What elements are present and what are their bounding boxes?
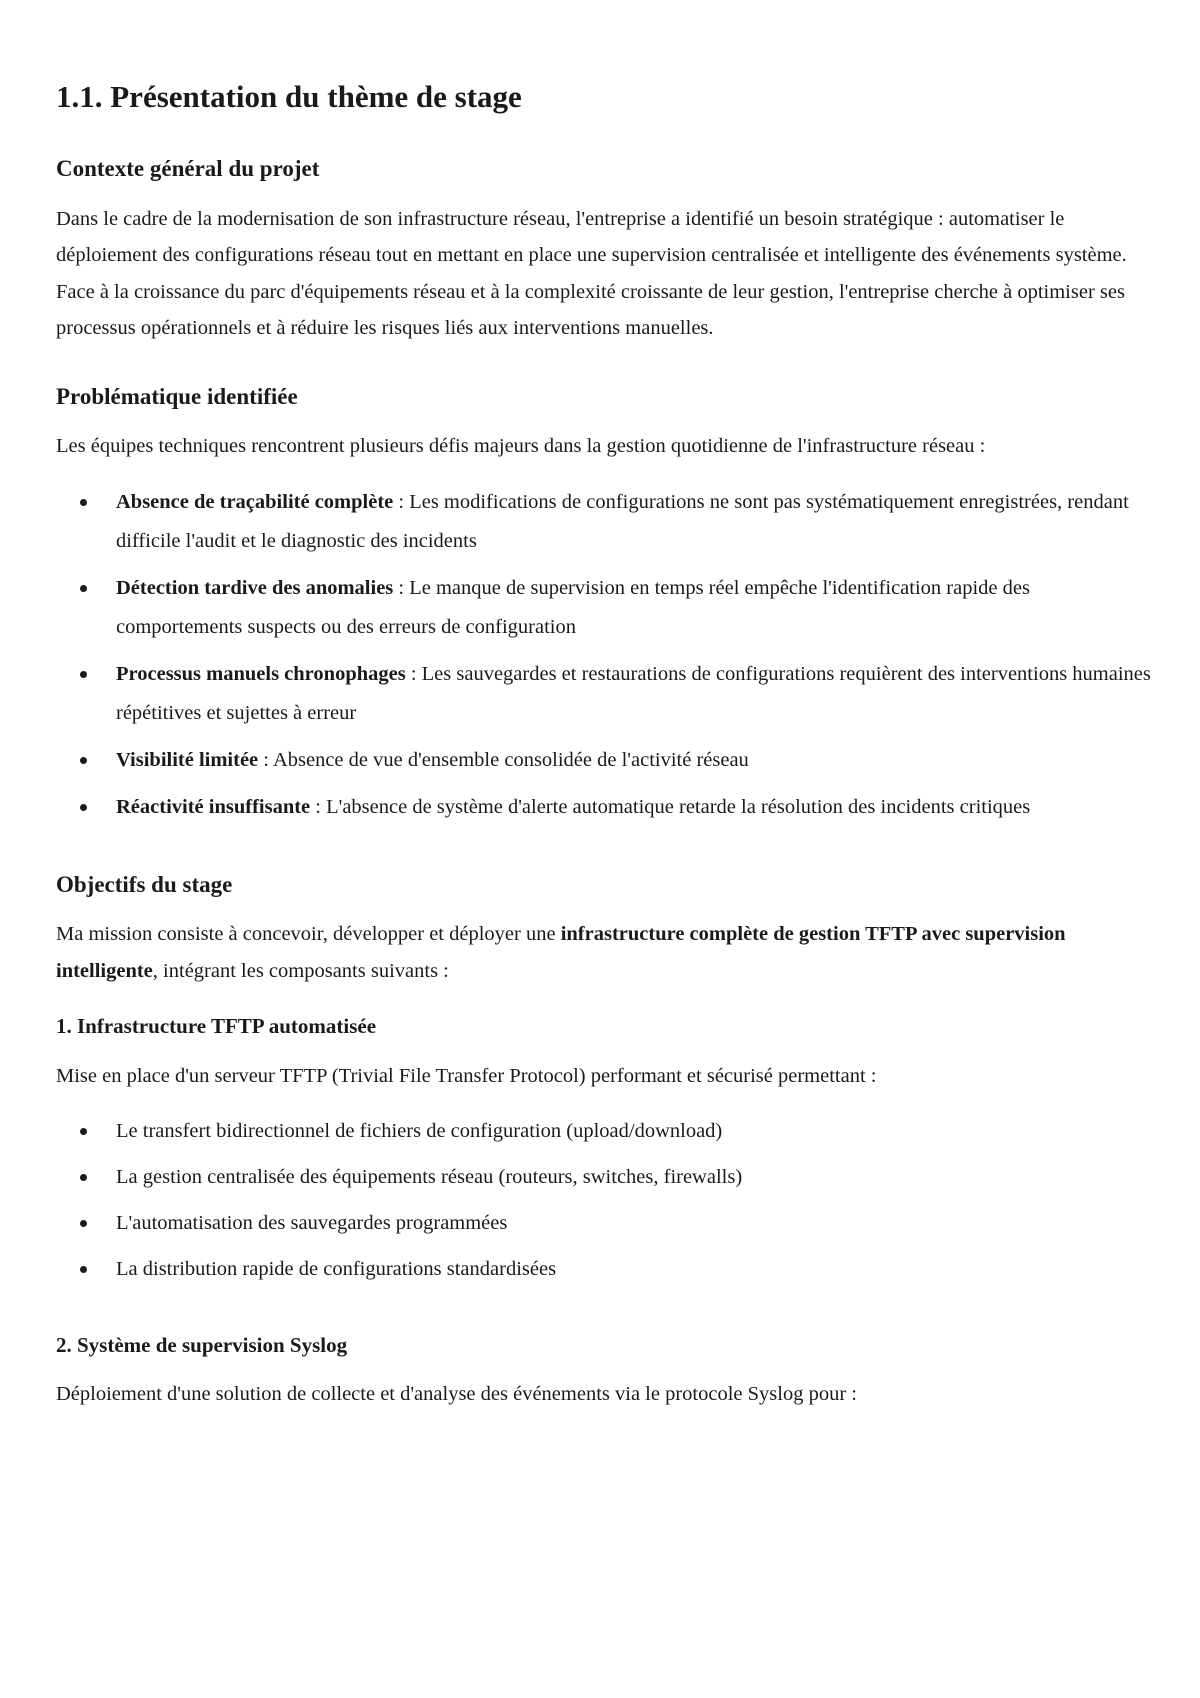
- list-item-desc: : L'absence de système d'alerte automatique retarde la résolution des incidents critiques: [310, 795, 1031, 818]
- subsection-heading-tftp: 1. Infrastructure TFTP automatisée: [56, 1014, 377, 1039]
- paragraph-objectifs: [56, 916, 1158, 989]
- list-item: L'automatisation des sauvegardes programmées: [116, 1204, 1158, 1243]
- section-heading-problematique: Problématique identifiée: [56, 383, 298, 409]
- list-item-term: Processus manuels chronophages: [116, 662, 406, 685]
- section-heading-contexte: Contexte général du projet: [56, 156, 320, 182]
- paragraph-tftp-intro: Mise en place d'un serveur TFTP (Trivial File Transfer Protocol) performant et sécurisé permettant :: [56, 1064, 877, 1087]
- list-item: La distribution rapide de configurations standardisées: [116, 1250, 1158, 1289]
- section-heading-objectifs: Objectifs du stage: [56, 871, 233, 897]
- list-item: [116, 483, 1158, 561]
- paragraph-syslog-intro: Déploiement d'une solution de collecte et d'analyse des événements via le protocole Syslog pour :: [56, 1383, 857, 1406]
- list-item-desc: : Les sauvegardes et restaurations de configurations requièrent des interventions humaines répétitives et sujettes à erreur: [116, 662, 1151, 724]
- subsection-heading-syslog: 2. Système de supervision Syslog: [56, 1333, 348, 1358]
- objectifs-text-after: , intégrant les composants suivants :: [152, 959, 449, 982]
- objectifs-text-before: Ma mission consiste à concevoir, développer et déployer une: [56, 923, 561, 946]
- list-item-desc: : Le manque de supervision en temps réel empêche l'identification rapide des comportements suspects ou des erreurs de configuration: [116, 576, 1030, 638]
- list-item-term: Absence de traçabilité complète: [116, 490, 394, 513]
- list-item: La gestion centralisée des équipements réseau (routeurs, switches, firewalls): [116, 1158, 1158, 1197]
- list-item-term: Détection tardive des anomalies: [116, 576, 394, 599]
- objectifs-text-bold: infrastructure complète de gestion TFTP avec supervision intelligente: [56, 923, 1066, 982]
- list-item-term: Réactivité insuffisante: [116, 795, 311, 818]
- list-item-term: Visibilité limitée: [116, 748, 259, 771]
- list-item: [116, 655, 1158, 733]
- list-item: [116, 741, 1158, 780]
- list-problematique: [56, 483, 1158, 827]
- list-item: Le transfert bidirectionnel de fichiers de configuration (upload/download): [116, 1112, 1158, 1151]
- paragraph-problematique-intro: Les équipes techniques rencontrent plusieurs défis majeurs dans la gestion quotidienne de l'infrastructure réseau :: [56, 435, 986, 458]
- page-title: 1.1. Présentation du thème de stage: [56, 79, 522, 114]
- list-item-desc: : Les modifications de configurations ne sont pas systématiquement enregistrées, rendant difficile l'audit et le diagnostic des incidents: [116, 490, 1129, 552]
- paragraph-contexte: Dans le cadre de la modernisation de son infrastructure réseau, l'entreprise a identifié un besoin stratégique : automatiser le déploiement des configurations réseau tout en mettant en place une supervision centralisée et intelligente des événements système. Face à la croissance du parc d'équipements réseau et à la complexité croissante de leur gestion, l'entreprise cherche à optimiser ses processus opérationnels et à réduire les risques liés aux interventions manuelles.: [56, 207, 1127, 340]
- list-item-desc: : Absence de vue d'ensemble consolidée de l'activité réseau: [258, 748, 749, 771]
- list-item: [116, 788, 1158, 827]
- list-tftp: [56, 1112, 1158, 1289]
- list-item: [116, 569, 1158, 647]
